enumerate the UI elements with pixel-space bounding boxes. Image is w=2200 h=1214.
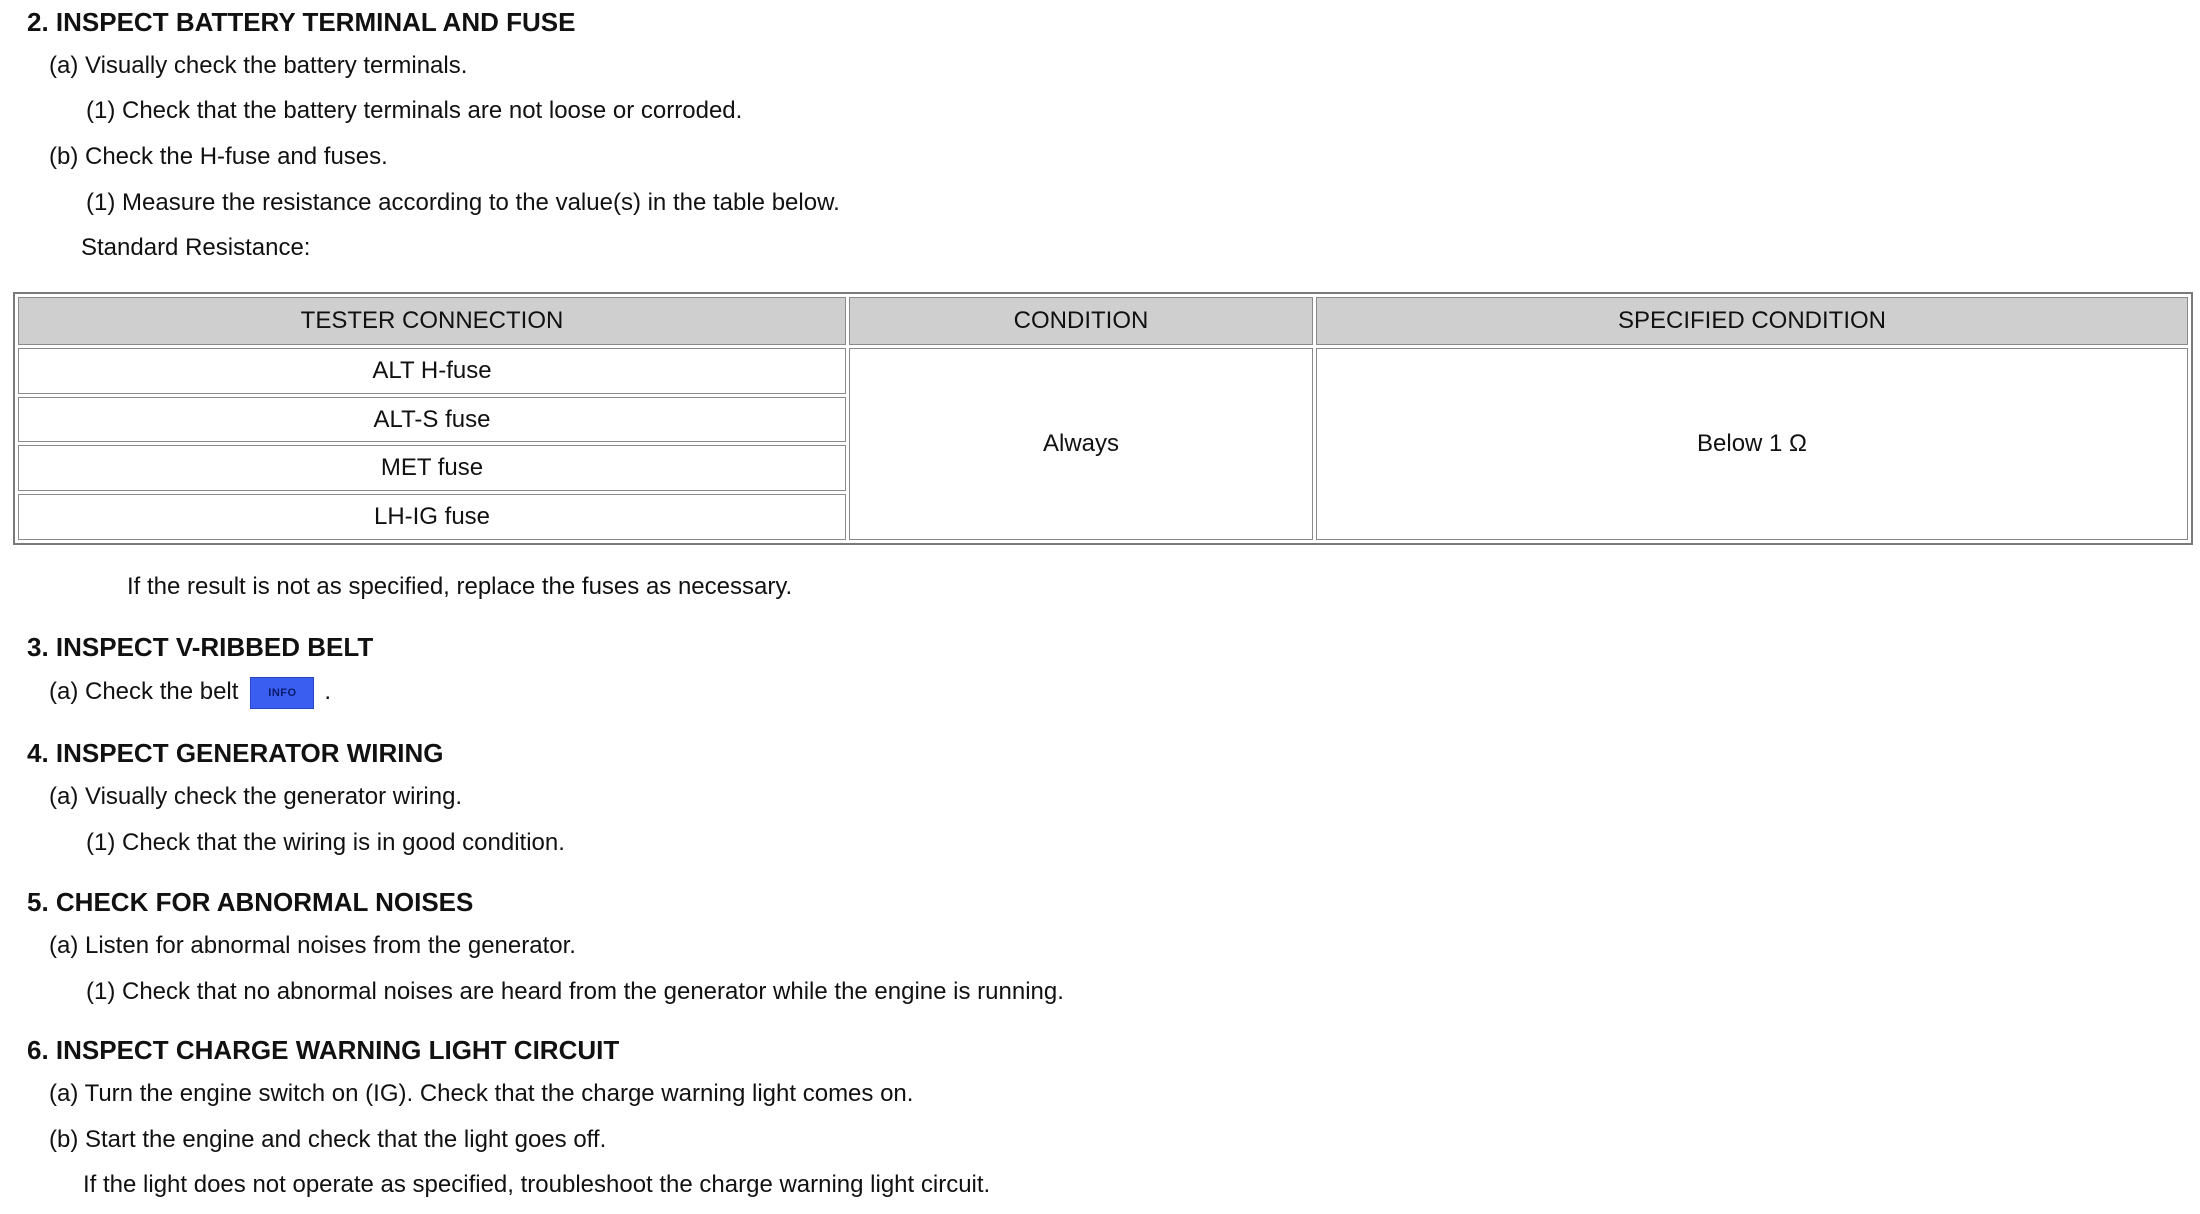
- step-2a: (a) Visually check the battery terminals.: [49, 52, 468, 79]
- section-2-heading: 2. INSPECT BATTERY TERMINAL AND FUSE: [27, 7, 576, 37]
- section-3-heading: 3. INSPECT V-RIBBED BELT: [27, 632, 374, 662]
- section-6-note: If the light does not operate as specified, troubleshoot the charge warning light circuit.: [83, 1171, 991, 1198]
- table-row: [18, 348, 2188, 394]
- step-2b: (b) Check the H-fuse and fuses.: [49, 143, 388, 170]
- standard-resistance-label: Standard Resistance:: [81, 234, 311, 261]
- section-4-heading: 4. INSPECT GENERATOR WIRING: [27, 738, 444, 768]
- tester-connection-cell: ALT H-fuse: [18, 348, 846, 394]
- step-5a: (a) Listen for abnormal noises from the generator.: [49, 932, 576, 959]
- header-specified-condition: SPECIFIED CONDITION: [1316, 297, 2188, 345]
- condition-cell: Always: [849, 348, 1313, 540]
- step-4a: (a) Visually check the generator wiring.: [49, 783, 463, 810]
- tester-connection-cell: LH-IG fuse: [18, 494, 846, 540]
- step-6a: (a) Turn the engine switch on (IG). Check that the charge warning light comes on.: [49, 1080, 914, 1107]
- step-6b: (b) Start the engine and check that the light goes off.: [49, 1126, 607, 1153]
- specified-condition-cell: Below 1 Ω: [1316, 348, 2188, 540]
- step-2b1: (1) Measure the resistance according to the value(s) in the table below.: [86, 189, 840, 216]
- step-3a: (a) Check the belt: [49, 678, 239, 705]
- table-header-row: [18, 297, 2188, 345]
- header-condition: CONDITION: [849, 297, 1313, 345]
- step-3a-period: .: [324, 678, 332, 705]
- section-6-heading: 6. INSPECT CHARGE WARNING LIGHT CIRCUIT: [27, 1035, 620, 1065]
- section-5-heading: 5. CHECK FOR ABNORMAL NOISES: [27, 887, 474, 917]
- header-tester-connection: TESTER CONNECTION: [18, 297, 846, 345]
- tester-connection-cell: ALT-S fuse: [18, 397, 846, 443]
- section-2-note: If the result is not as specified, replace the fuses as necessary.: [127, 573, 793, 600]
- info-link-button[interactable]: INFO: [250, 677, 314, 709]
- tester-connection-cell: MET fuse: [18, 445, 846, 491]
- step-3a-line: [49, 676, 331, 709]
- step-5a1: (1) Check that no abnormal noises are heard from the generator while the engine is running.: [86, 978, 1064, 1005]
- standard-resistance-table: [13, 292, 2193, 545]
- step-4a1: (1) Check that the wiring is in good condition.: [86, 829, 565, 856]
- step-2a1: (1) Check that the battery terminals are not loose or corroded.: [86, 97, 743, 124]
